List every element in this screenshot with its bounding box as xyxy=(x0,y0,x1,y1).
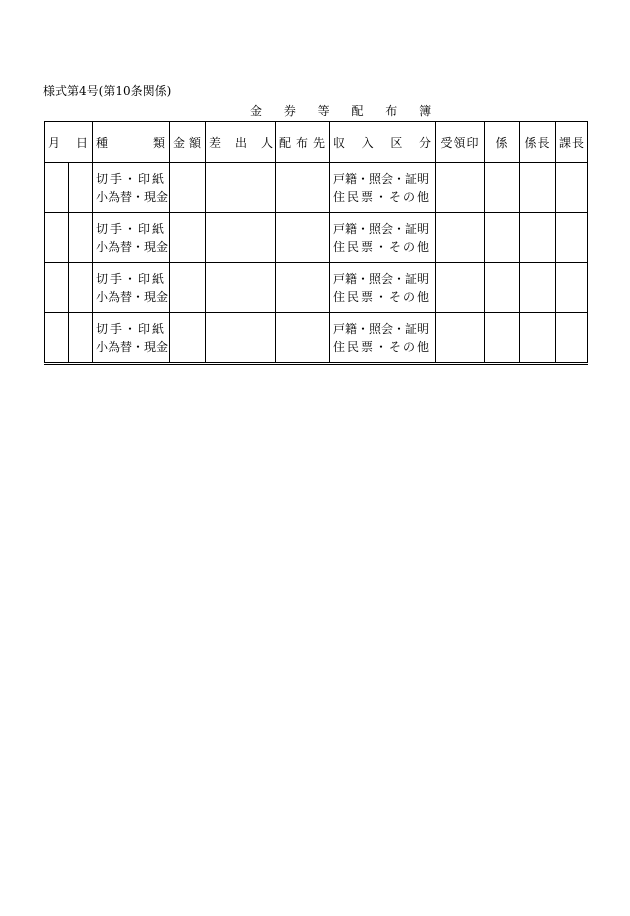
type-cell[interactable] xyxy=(93,263,170,313)
category-line-2: 住民票・その他 xyxy=(333,339,432,354)
category-cell[interactable] xyxy=(330,163,436,213)
form-number: 様式第4号(第10条関係) xyxy=(43,84,172,98)
day-cell[interactable] xyxy=(69,213,93,263)
header-staff: 係 xyxy=(485,122,520,163)
header-section-chief: 課長 xyxy=(556,122,588,163)
recipient-cell[interactable] xyxy=(276,213,330,263)
type-cell[interactable] xyxy=(93,213,170,263)
receipt-seal-cell[interactable] xyxy=(436,213,485,263)
type-line-1: 切手・印紙 xyxy=(96,271,167,286)
month-cell[interactable] xyxy=(45,213,69,263)
amount-cell[interactable] xyxy=(170,163,206,213)
chief-cell[interactable] xyxy=(520,313,556,364)
distribution-ledger-table xyxy=(44,121,588,365)
category-line-1: 戸籍・照会・証明 xyxy=(333,271,430,286)
type-line-2: 小為替・現金 xyxy=(96,189,169,204)
table-row xyxy=(45,213,588,263)
type-line-2: 小為替・現金 xyxy=(96,289,169,304)
section-chief-cell[interactable] xyxy=(556,313,588,364)
month-cell[interactable] xyxy=(45,313,69,364)
type-line-1: 切手・印紙 xyxy=(96,171,167,186)
category-line-1: 戸籍・照会・証明 xyxy=(333,221,430,236)
section-chief-cell[interactable] xyxy=(556,163,588,213)
recipient-cell[interactable] xyxy=(276,263,330,313)
amount-cell[interactable] xyxy=(170,213,206,263)
type-line-2: 小為替・現金 xyxy=(96,339,169,354)
category-line-2: 住民票・その他 xyxy=(333,289,432,304)
category-cell[interactable] xyxy=(330,213,436,263)
receipt-seal-cell[interactable] xyxy=(436,313,485,364)
month-cell[interactable] xyxy=(45,263,69,313)
staff-cell[interactable] xyxy=(485,263,520,313)
type-line-1: 切手・印紙 xyxy=(96,321,167,336)
staff-cell[interactable] xyxy=(485,313,520,364)
receipt-seal-cell[interactable] xyxy=(436,163,485,213)
section-chief-cell[interactable] xyxy=(556,213,588,263)
amount-cell[interactable] xyxy=(170,313,206,364)
staff-cell[interactable] xyxy=(485,163,520,213)
header-category: 収 入 区 分 xyxy=(330,122,436,163)
table-row xyxy=(45,313,588,364)
header-recipient: 配布先 xyxy=(276,122,330,163)
table-row xyxy=(45,163,588,213)
header-month-day xyxy=(45,122,93,163)
type-cell[interactable] xyxy=(93,313,170,364)
category-line-2: 住民票・その他 xyxy=(333,239,432,254)
type-line-2: 小為替・現金 xyxy=(96,239,169,254)
recipient-cell[interactable] xyxy=(276,313,330,364)
sender-cell[interactable] xyxy=(206,313,276,364)
sender-cell[interactable] xyxy=(206,213,276,263)
category-cell[interactable] xyxy=(330,263,436,313)
category-line-1: 戸籍・照会・証明 xyxy=(333,171,430,186)
header-day: 日 xyxy=(75,135,89,150)
category-line-1: 戸籍・照会・証明 xyxy=(333,321,430,336)
chief-cell[interactable] xyxy=(520,263,556,313)
staff-cell[interactable] xyxy=(485,213,520,263)
day-cell[interactable] xyxy=(69,313,93,364)
header-type: 種 類 xyxy=(93,122,170,163)
document-title: 金 券 等 配 布 簿 xyxy=(250,104,441,118)
recipient-cell[interactable] xyxy=(276,163,330,213)
type-line-1: 切手・印紙 xyxy=(96,221,167,236)
receipt-seal-cell[interactable] xyxy=(436,263,485,313)
header-row xyxy=(45,122,588,163)
section-chief-cell[interactable] xyxy=(556,263,588,313)
header-amount: 金額 xyxy=(170,122,206,163)
category-cell[interactable] xyxy=(330,313,436,364)
type-cell[interactable] xyxy=(93,163,170,213)
sender-cell[interactable] xyxy=(206,163,276,213)
header-chief: 係長 xyxy=(520,122,556,163)
day-cell[interactable] xyxy=(69,163,93,213)
day-cell[interactable] xyxy=(69,263,93,313)
header-receipt-seal: 受領印 xyxy=(436,122,485,163)
chief-cell[interactable] xyxy=(520,213,556,263)
category-line-2: 住民票・その他 xyxy=(333,189,432,204)
table-row xyxy=(45,263,588,313)
amount-cell[interactable] xyxy=(170,263,206,313)
header-sender: 差 出 人 xyxy=(206,122,276,163)
month-cell[interactable] xyxy=(45,163,69,213)
sender-cell[interactable] xyxy=(206,263,276,313)
chief-cell[interactable] xyxy=(520,163,556,213)
header-month: 月 xyxy=(48,135,62,150)
